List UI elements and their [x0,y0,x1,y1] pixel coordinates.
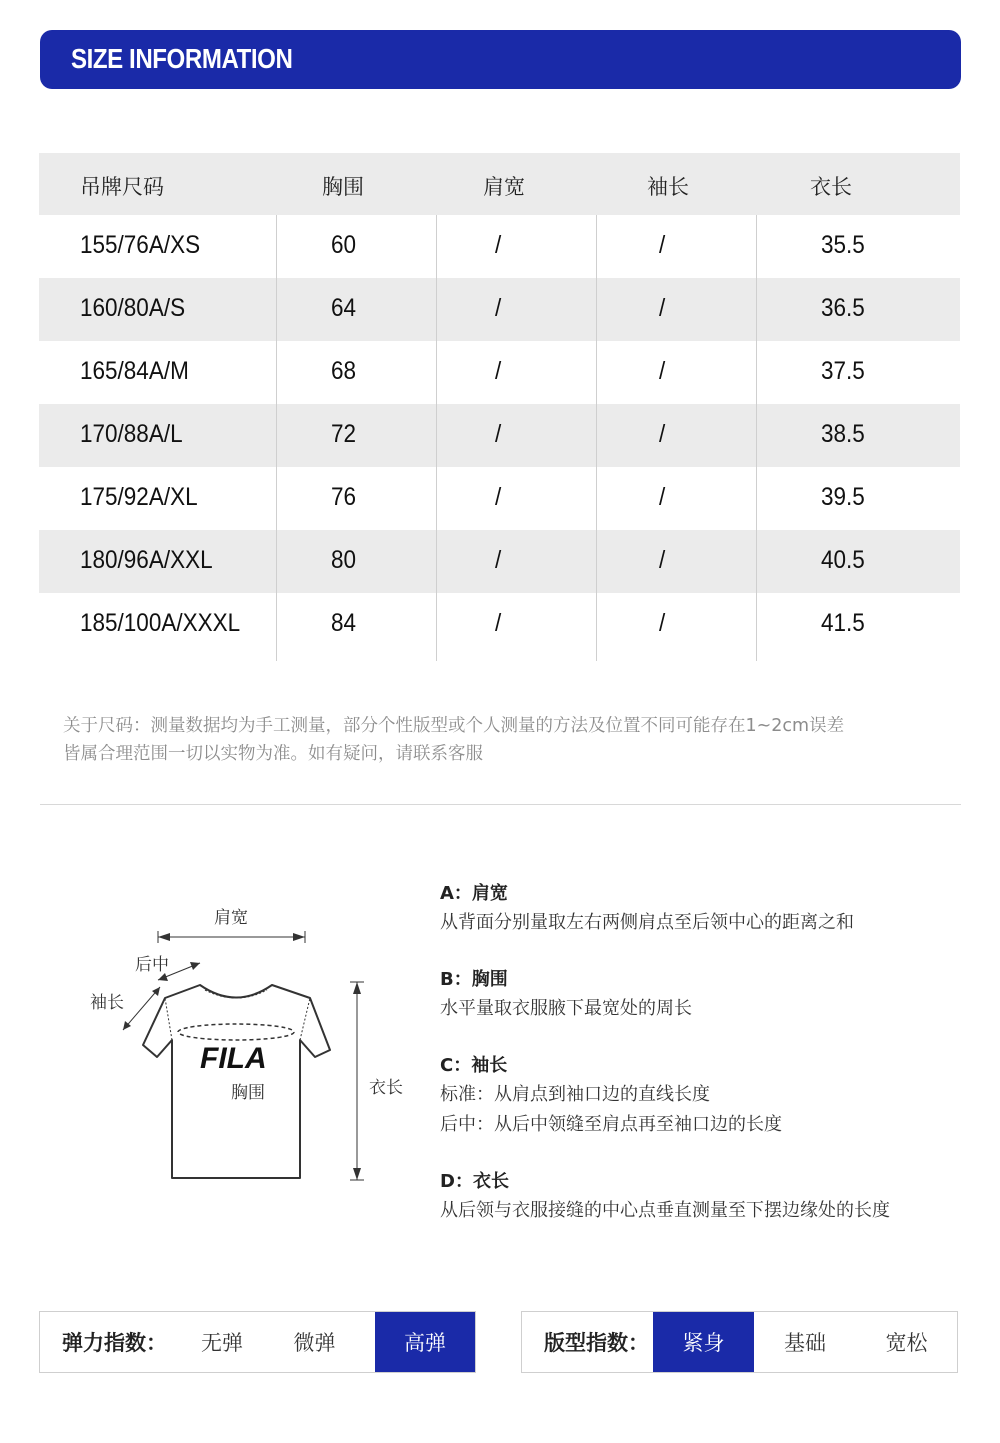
elasticity-label: 弹力指数： [62,1331,167,1355]
label-sleeve: 袖长 [90,993,124,1013]
note-line: 皆属合理范围一切以实物为准。如有疑问，请联系客服 [63,744,483,764]
table-cell: / [659,483,666,511]
header-cell-size: 吊牌尺码 [80,175,164,199]
table-cell: 39.5 [821,483,865,511]
elasticity-option-none: 无弹 [201,1331,243,1355]
header-cell-chest: 胸围 [322,175,364,199]
table-cell: 72 [331,420,357,448]
tshirt-diagram [0,860,430,1220]
label-shoulder: 肩宽 [214,908,248,928]
section-divider [40,804,961,805]
table-cell: / [495,294,502,322]
measurement-definitions [440,880,980,1254]
fit-option-loose: 宽松 [885,1331,928,1355]
table-cell: / [495,546,502,574]
elasticity-option-high: 高弹 [375,1312,475,1372]
table-cell: 84 [331,609,357,637]
fit-index [521,1311,958,1373]
table-row [39,215,960,278]
table-cell: 185/100A/XXXL [80,609,241,637]
fit-label: 版型指数： [544,1331,649,1355]
definition-length: D：衣长 从后领与衣服接缝的中心点垂直测量至下摆边缘处的长度 [440,1171,890,1221]
table-cell: / [495,483,502,511]
table-cell: 170/88A/L [80,420,183,448]
note-line: 关于尺码：测量数据均为手工测量，部分个性版型或个人测量的方法及位置不同可能存在1~2cm误差 [63,716,845,736]
fit-option-slim: 紧身 [653,1312,754,1372]
column-divider [276,215,277,661]
header-cell-shoulder: 肩宽 [483,175,525,199]
table-cell: / [659,420,666,448]
table-cell: 80 [331,546,357,574]
table-cell: / [659,546,666,574]
label-chest: 胸围 [231,1083,265,1103]
section-title: SIZE INFORMATION [71,43,293,74]
elasticity-option-slight: 微弹 [293,1331,336,1355]
label-back-center: 后中 [135,955,169,975]
table-header [39,153,960,215]
table-row [39,404,960,467]
definition-shoulder: A：肩宽 从背面分别量取左右两侧肩点至后领中心的距离之和 [440,883,854,933]
table-cell: 41.5 [821,609,865,637]
table-cell: 76 [331,483,357,511]
table-cell: 155/76A/XS [80,231,201,259]
elasticity-index [39,1311,476,1373]
measurement-note [63,712,963,768]
fila-logo: FILA [200,1042,267,1075]
table-cell: 175/92A/XL [80,483,198,511]
size-table [39,153,960,656]
table-row [39,341,960,404]
header-cell-length: 衣长 [810,175,852,199]
table-cell: 37.5 [821,357,865,385]
table-cell: 36.5 [821,294,865,322]
table-cell: 38.5 [821,420,865,448]
table-cell: 160/80A/S [80,294,186,322]
header-cell-sleeve: 袖长 [647,175,689,199]
section-header [40,30,961,89]
table-row [39,467,960,530]
definition-chest: B：胸围 水平量取衣服腋下最宽处的周长 [440,969,692,1019]
table-cell: / [495,420,502,448]
table-cell: 40.5 [821,546,865,574]
column-divider [756,215,757,661]
table-cell: 180/96A/XXL [80,546,213,574]
definition-sleeve: C：袖长 标准：从肩点到袖口边的直线长度 后中：从后中领缝至肩点再至袖口边的长度 [440,1055,782,1135]
table-cell: / [495,357,502,385]
fit-option-regular: 基础 [784,1331,826,1355]
table-cell: / [495,231,502,259]
table-cell: / [659,609,666,637]
table-cell: 64 [331,294,357,322]
table-cell: 165/84A/M [80,357,189,385]
table-cell: 60 [331,231,357,259]
column-divider [436,215,437,661]
table-row [39,593,960,656]
table-row [39,278,960,341]
table-cell: / [495,609,502,637]
table-cell: 35.5 [821,231,865,259]
column-divider [596,215,597,661]
table-cell: / [659,357,666,385]
table-cell: / [659,231,666,259]
table-cell: / [659,294,666,322]
label-length: 衣长 [369,1078,403,1098]
table-cell: 68 [331,357,357,385]
table-row [39,530,960,593]
